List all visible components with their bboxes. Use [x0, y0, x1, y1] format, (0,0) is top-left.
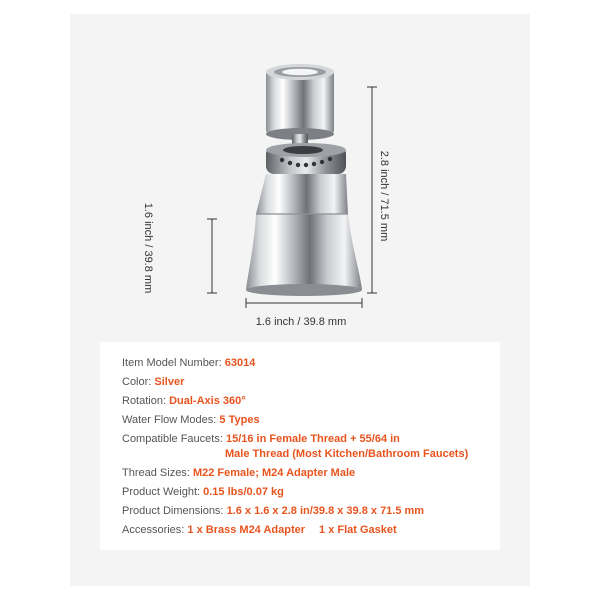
spec-rotation: Rotation: Dual-Axis 360° [122, 395, 246, 407]
width-dimension-label: 1.6 inch / 39.8 mm [255, 316, 347, 328]
height-dimension-label: 2.8 inch / 71.5 mm [378, 150, 390, 242]
diameter-dimension-label: 1.6 inch / 39.8 mm [142, 202, 154, 294]
spec-compatible-faucets: Compatible Faucets: 15/16 in Female Thread + 55/64 in [122, 433, 400, 445]
spec-compatible-faucets-cont: Male Thread (Most Kitchen/Bathroom Faucets) [225, 448, 469, 460]
specifications-card [100, 342, 500, 550]
spec-model: Item Model Number: 63014 [122, 357, 256, 369]
spec-weight: Product Weight: 0.15 lbs/0.07 kg [122, 486, 284, 498]
spec-dimensions: Product Dimensions: 1.6 x 1.6 x 2.8 in/39.8 x 39.8 x 71.5 mm [122, 505, 425, 517]
aerator-body [246, 174, 362, 296]
spec-color: Color: Silver [122, 376, 185, 388]
top-cap [266, 64, 334, 140]
spec-thread-sizes: Thread Sizes: M22 Female; M24 Adapter Male [122, 467, 356, 479]
spec-accessories: Accessories: 1 x Brass M24 Adapter 1 x Flat Gasket [122, 524, 397, 536]
ball-joint [266, 143, 346, 174]
spec-flow-modes: Water Flow Modes: 5 Types [122, 414, 260, 426]
